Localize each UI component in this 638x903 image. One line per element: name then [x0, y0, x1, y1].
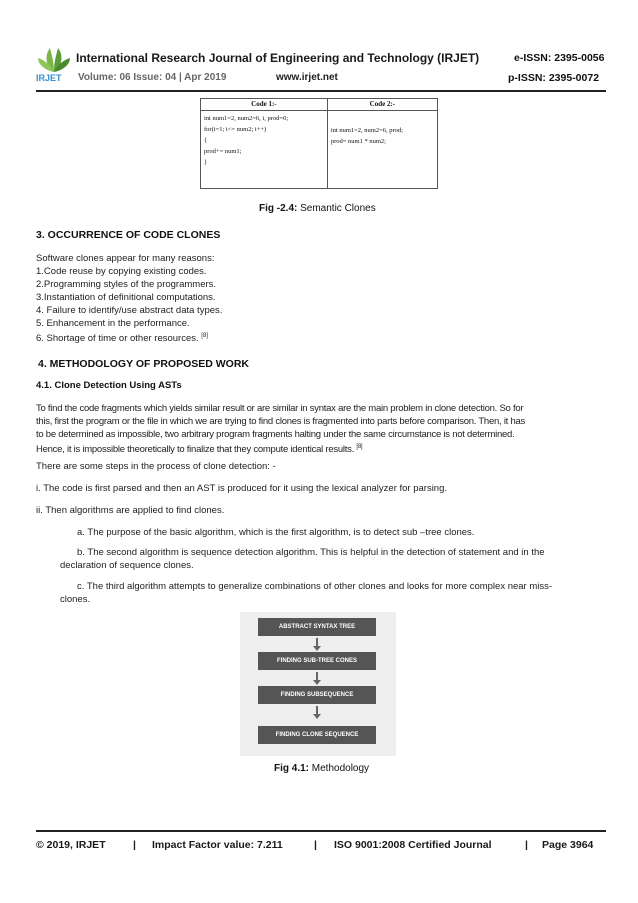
footer-page-number: Page 3964: [542, 839, 594, 851]
list-item: 5. Enhancement in the performance.: [36, 318, 190, 329]
leaf-icon: [36, 46, 72, 74]
list-item: 2.Programming styles of the programmers.: [36, 279, 217, 290]
code-line: prod= num1 * num2;: [330, 138, 386, 145]
logo-text: IRJET: [36, 73, 62, 83]
step-c: c. The third algorithm attempts to generalize combinations of other clones and looks for more complex near miss-: [77, 581, 553, 592]
code-line: {: [204, 137, 208, 144]
step-b: b. The second algorithm is sequence detection algorithm. This is helpful in the detection of statement and in the: [77, 547, 545, 558]
subsection-4-1-heading: 4.1. Clone Detection Using ASTs: [36, 380, 182, 391]
citation[interactable]: [8]: [356, 444, 363, 450]
section-4-heading: 4. METHODOLOGY OF PROPOSED WORK: [38, 358, 249, 370]
section-3-heading: 3. OCCURRENCE OF CODE CLONES: [36, 229, 221, 241]
header-divider: [36, 90, 606, 92]
code-line: }: [204, 159, 208, 166]
step-c-cont: clones.: [60, 594, 91, 605]
arrow-down-icon: [316, 638, 318, 647]
flow-box-clone-sequence: FINDING CLONE SEQUENCE: [258, 726, 376, 744]
code2-header: Code 2:-: [327, 99, 437, 111]
list-item: 4. Failure to identify/use abstract data types.: [36, 305, 223, 316]
steps-intro: There are some steps in the process of clone detection: -: [36, 461, 276, 472]
code-line: int num1=2, num2=6, prod;: [330, 127, 403, 134]
footer-separator: |: [314, 839, 317, 851]
footer-separator: |: [133, 839, 136, 851]
p-issn: p-ISSN: 2395-0072: [508, 72, 600, 84]
footer-iso: ISO 9001:2008 Certified Journal: [334, 839, 492, 851]
footer-divider: [36, 830, 606, 832]
code1-header: Code 1:-: [201, 99, 328, 111]
code-line: int num1=2, num2=6, i, prod=0;: [204, 115, 289, 122]
journal-title: International Research Journal of Engineering and Technology (IRJET): [76, 51, 480, 65]
e-issn: e-ISSN: 2395-0056: [514, 52, 605, 64]
footer-impact-factor: Impact Factor value: 7.211: [152, 839, 283, 851]
code-line: prod+= num1;: [204, 148, 242, 155]
code-line: for(i=1; i<= num2; i++): [204, 126, 267, 133]
step-i: i. The code is first parsed and then an AST is produced for it using the lexical analyzer for parsing.: [36, 483, 448, 494]
flow-box-subtree: FINDING SUB-TREE CONES: [258, 652, 376, 670]
step-a: a. The purpose of the basic algorithm, which is the first algorithm, is to detect sub –tree clones.: [77, 527, 475, 538]
arrow-down-icon: [316, 706, 318, 715]
footer-copyright: © 2019, IRJET: [36, 839, 106, 851]
flow-box-subsequence: FINDING SUBSEQUENCE: [258, 686, 376, 704]
fig-2-4-caption: Fig -2.4: Semantic Clones: [259, 203, 376, 214]
website-link[interactable]: www.irjet.net: [276, 72, 338, 83]
code1-cell: [201, 111, 328, 189]
flow-box-ast: ABSTRACT SYNTAX TREE: [258, 618, 376, 636]
step-ii: ii. Then algorithms are applied to find clones.: [36, 505, 225, 516]
footer-separator: |: [525, 839, 528, 851]
methodology-flowchart: [240, 612, 396, 756]
code2-cell: [327, 111, 437, 189]
section-3-body: Software clones appear for many reasons: 1.Code reuse by copying existing codes. 2.Programming styles of the programmers. 3.Instantiation of definitional computations. 4. Failure to identify/use abstract data types. 5. Enhancement in the performance. 6. Shortage of time or other resources. [8]: [36, 253, 223, 345]
volume-info: Volume: 06 Issue: 04 | Apr 2019: [78, 72, 227, 83]
list-item: 1.Code reuse by copying existing codes.: [36, 266, 207, 277]
arrow-down-icon: [316, 672, 318, 681]
code-comparison-table: [200, 98, 438, 189]
list-item: 6. Shortage of time or other resources. [8]: [36, 333, 208, 345]
fig-4-1-caption: Fig 4.1: Methodology: [274, 763, 370, 774]
citation[interactable]: [8]: [201, 333, 208, 339]
step-b-cont: declaration of sequence clones.: [60, 560, 194, 571]
list-item: 3.Instantiation of definitional computations.: [36, 292, 216, 303]
section-4-paragraph-1: To find the code fragments which yields similar result or are similar in syntax are the main problem in clone detection. So for this, first the program or the file in which we are trying to find clones is fragmented into parts before comparison. Then, it has to be determined as impossible, two arbitrary program fragments halting under the same circumstance is not determined. Hence, it is impossible theoretically to finalize that they compute identical results. [8]: [36, 403, 526, 456]
